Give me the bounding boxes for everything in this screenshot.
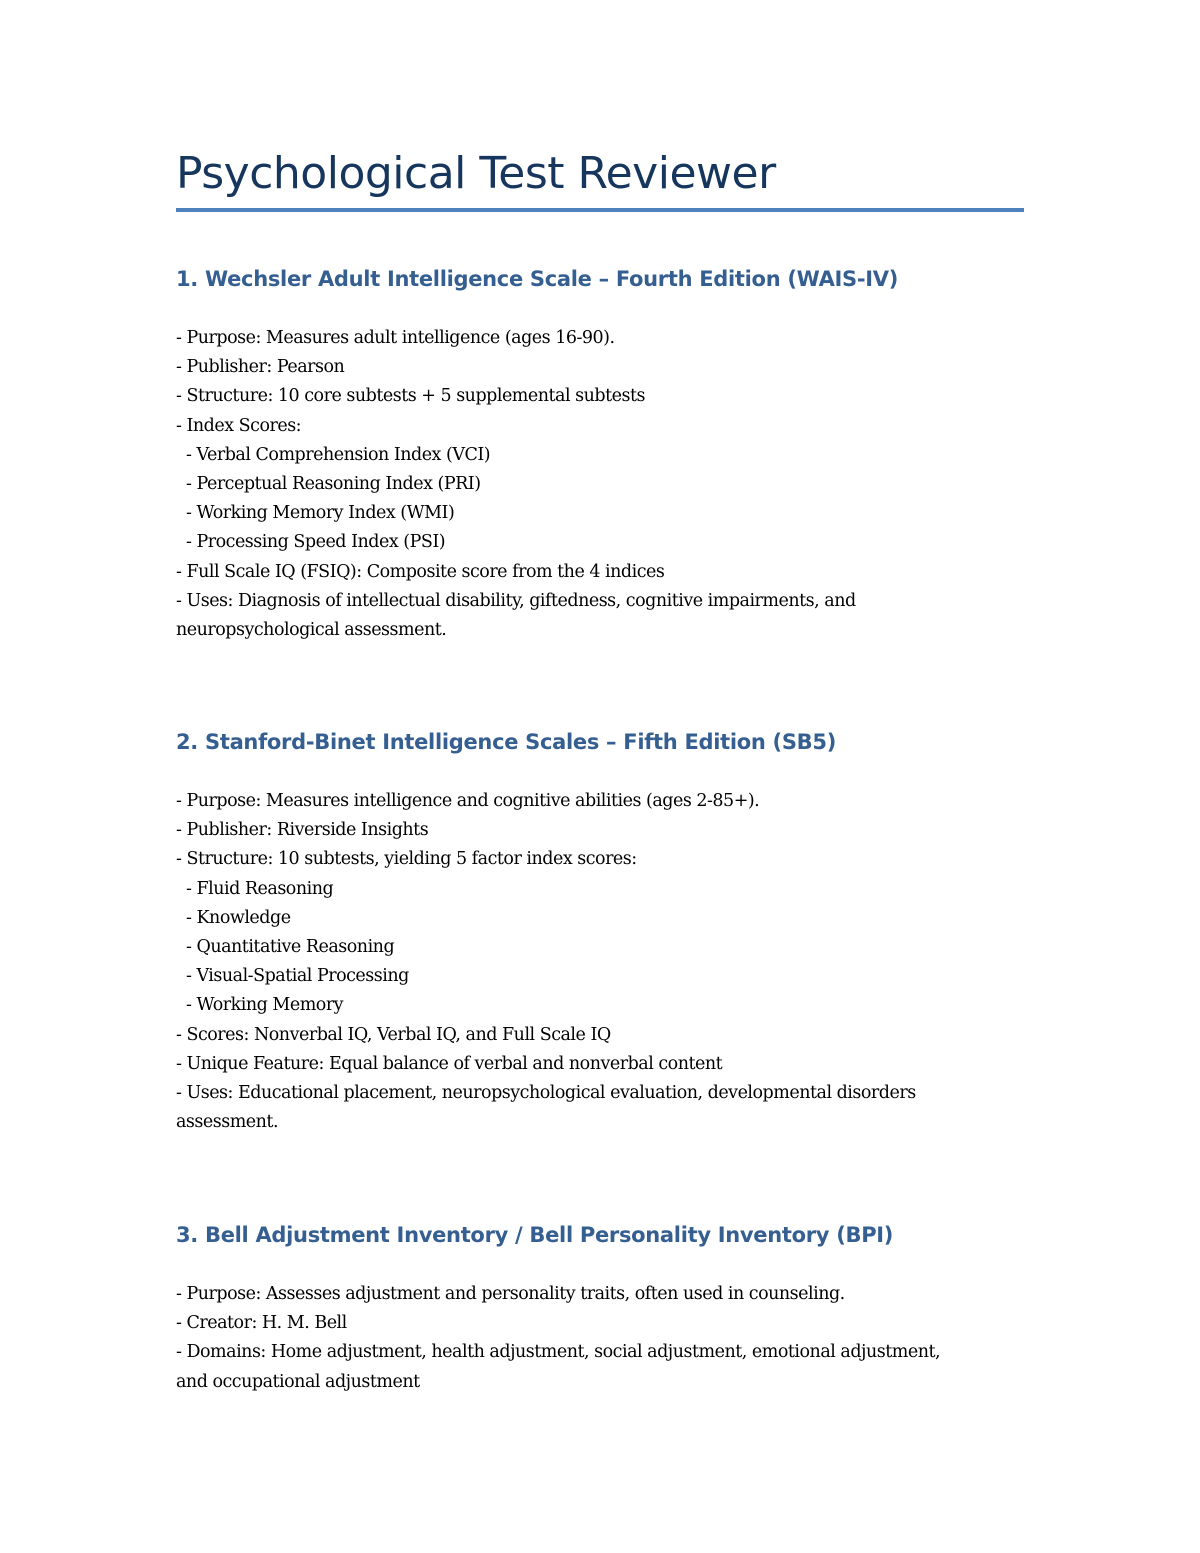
section-heading: 3. Bell Adjustment Inventory / Bell Personality Inventory (BPI) <box>176 1223 894 1247</box>
body-line: - Uses: Educational placement, neuropsychological evaluation, developmental disorders <box>176 1083 916 1104</box>
body-subline: - Knowledge <box>186 907 291 928</box>
section-wais-iv <box>176 262 1024 645</box>
body-subline: - Quantitative Reasoning <box>186 937 395 958</box>
body-line: - Publisher: Riverside Insights <box>176 820 429 841</box>
body-line: - Uses: Diagnosis of intellectual disability, giftedness, cognitive impairments, and <box>176 590 856 611</box>
section-body <box>176 324 1024 645</box>
body-line-continuation: assessment. <box>176 1112 279 1133</box>
section-sb5 <box>176 725 1024 1137</box>
body-subline: - Verbal Comprehension Index (VCI) <box>186 444 491 465</box>
section-heading: 1. Wechsler Adult Intelligence Scale – Fourth Edition (WAIS-IV) <box>176 267 899 291</box>
section-bpi <box>176 1218 1024 1397</box>
body-subline: - Processing Speed Index (PSI) <box>186 532 446 553</box>
body-line: - Purpose: Measures intelligence and cognitive abilities (ages 2-85+). <box>176 791 760 811</box>
document-title: Psychological Test Reviewer <box>176 148 776 199</box>
body-line: - Publisher: Pearson <box>176 357 345 378</box>
section-heading: 2. Stanford-Binet Intelligence Scales – Fifth Edition (SB5) <box>176 730 836 754</box>
body-line: - Index Scores: <box>176 415 302 436</box>
body-subline: - Perceptual Reasoning Index (PRI) <box>186 474 481 495</box>
body-line: - Domains: Home adjustment, health adjustment, social adjustment, emotional adjustment, <box>176 1342 941 1363</box>
section-body <box>176 1280 1024 1397</box>
body-line: - Unique Feature: Equal balance of verbal and nonverbal content <box>176 1053 723 1074</box>
body-subline: - Working Memory <box>186 995 344 1016</box>
body-line: - Purpose: Assesses adjustment and personality traits, often used in counseling. <box>176 1284 845 1304</box>
body-line-continuation: neuropsychological assessment. <box>176 620 447 641</box>
title-underline-rule <box>176 208 1024 212</box>
body-subline: - Working Memory Index (WMI) <box>186 503 455 524</box>
body-line: - Structure: 10 core subtests + 5 supplemental subtests <box>176 386 645 407</box>
body-line-continuation: and occupational adjustment <box>176 1371 420 1392</box>
body-line: - Creator: H. M. Bell <box>176 1313 347 1334</box>
body-line: - Structure: 10 subtests, yielding 5 factor index scores: <box>176 849 637 870</box>
section-body <box>176 787 1024 1137</box>
body-subline: - Visual-Spatial Processing <box>186 966 409 987</box>
body-line: - Purpose: Measures adult intelligence (ages 16-90). <box>176 328 615 348</box>
body-subline: - Fluid Reasoning <box>186 878 334 899</box>
body-line: - Full Scale IQ (FSIQ): Composite score from the 4 indices <box>176 561 665 582</box>
body-line: - Scores: Nonverbal IQ, Verbal IQ, and Full Scale IQ <box>176 1024 611 1045</box>
